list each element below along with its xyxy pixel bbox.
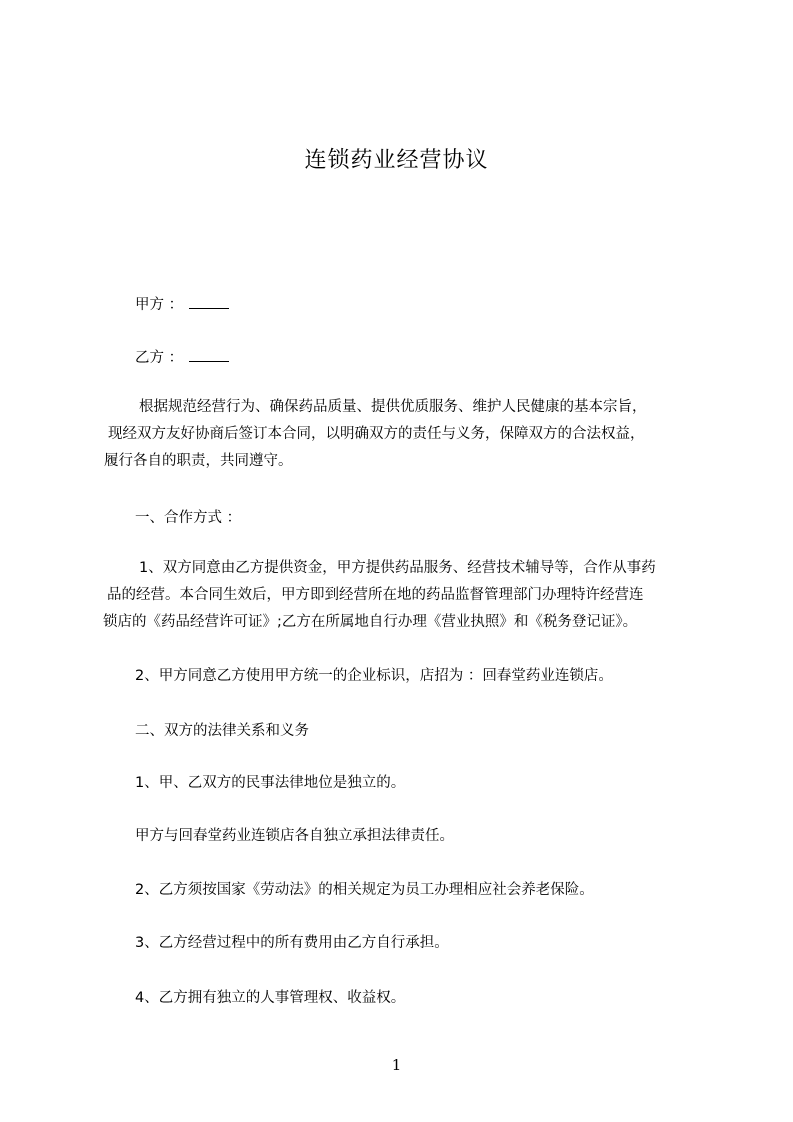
section-1-item-1 bbox=[103, 555, 693, 636]
section-1-item-1-line-2: 品的经营。本合同生效后，甲方即到经营所在地的药品监督管理部门办理特许经营连 bbox=[107, 587, 644, 603]
party-b-line bbox=[135, 346, 229, 367]
section-2-heading: 二、双方的法律关系和义务 bbox=[135, 723, 309, 739]
section-1-item-1-line-1: 1、双方同意由乙方提供资金，甲方提供药品服务、经营技术辅导等，合作从事药 bbox=[139, 560, 656, 576]
party-b-blank bbox=[189, 349, 229, 362]
party-a-blank bbox=[189, 296, 229, 309]
section-2-item-4: 4、乙方拥有独立的人事管理权、收益权。 bbox=[135, 990, 406, 1006]
intro-line-1: 根据规范经营行为、确保药品质量、提供优质服务、维护人民健康的基本宗旨， bbox=[139, 399, 647, 415]
section-2-item-1-note: 甲方与回春堂药业连锁店各自独立承担法律责任。 bbox=[135, 828, 454, 844]
intro-paragraph bbox=[103, 394, 693, 475]
party-a-line bbox=[135, 293, 229, 314]
intro-line-3: 履行各自的职责，共同遵守。 bbox=[104, 453, 293, 469]
section-2-item-1: 1、甲、乙双方的民事法律地位是独立的。 bbox=[135, 775, 406, 791]
section-1-item-1-line-3: 锁店的《药品经营许可证》;乙方在所属地自行办理《营业执照》和《税务登记证》。 bbox=[103, 614, 638, 630]
section-2-item-3: 3、乙方经营过程中的所有费用由乙方自行承担。 bbox=[135, 935, 449, 951]
party-b-label: 乙方 ： bbox=[135, 350, 184, 366]
page-number: 1 bbox=[391, 1056, 402, 1074]
document-title: 连锁药业经营协议 bbox=[304, 148, 489, 173]
intro-line-2: 现经双方友好协商后签订本合同，以明确双方的责任与义务，保障双方的合法权益， bbox=[108, 426, 645, 442]
section-2-item-2: 2、乙方须按国家《劳动法》的相关规定为员工办理相应社会养老保险。 bbox=[135, 882, 594, 898]
section-1-heading: 一、合作方式 ： bbox=[135, 510, 242, 526]
party-a-label: 甲方 ： bbox=[135, 297, 184, 313]
section-1-item-2: 2、甲方同意乙方使用甲方统一的企业标识，店招为 ：回春堂药业连锁店。 bbox=[135, 668, 613, 684]
